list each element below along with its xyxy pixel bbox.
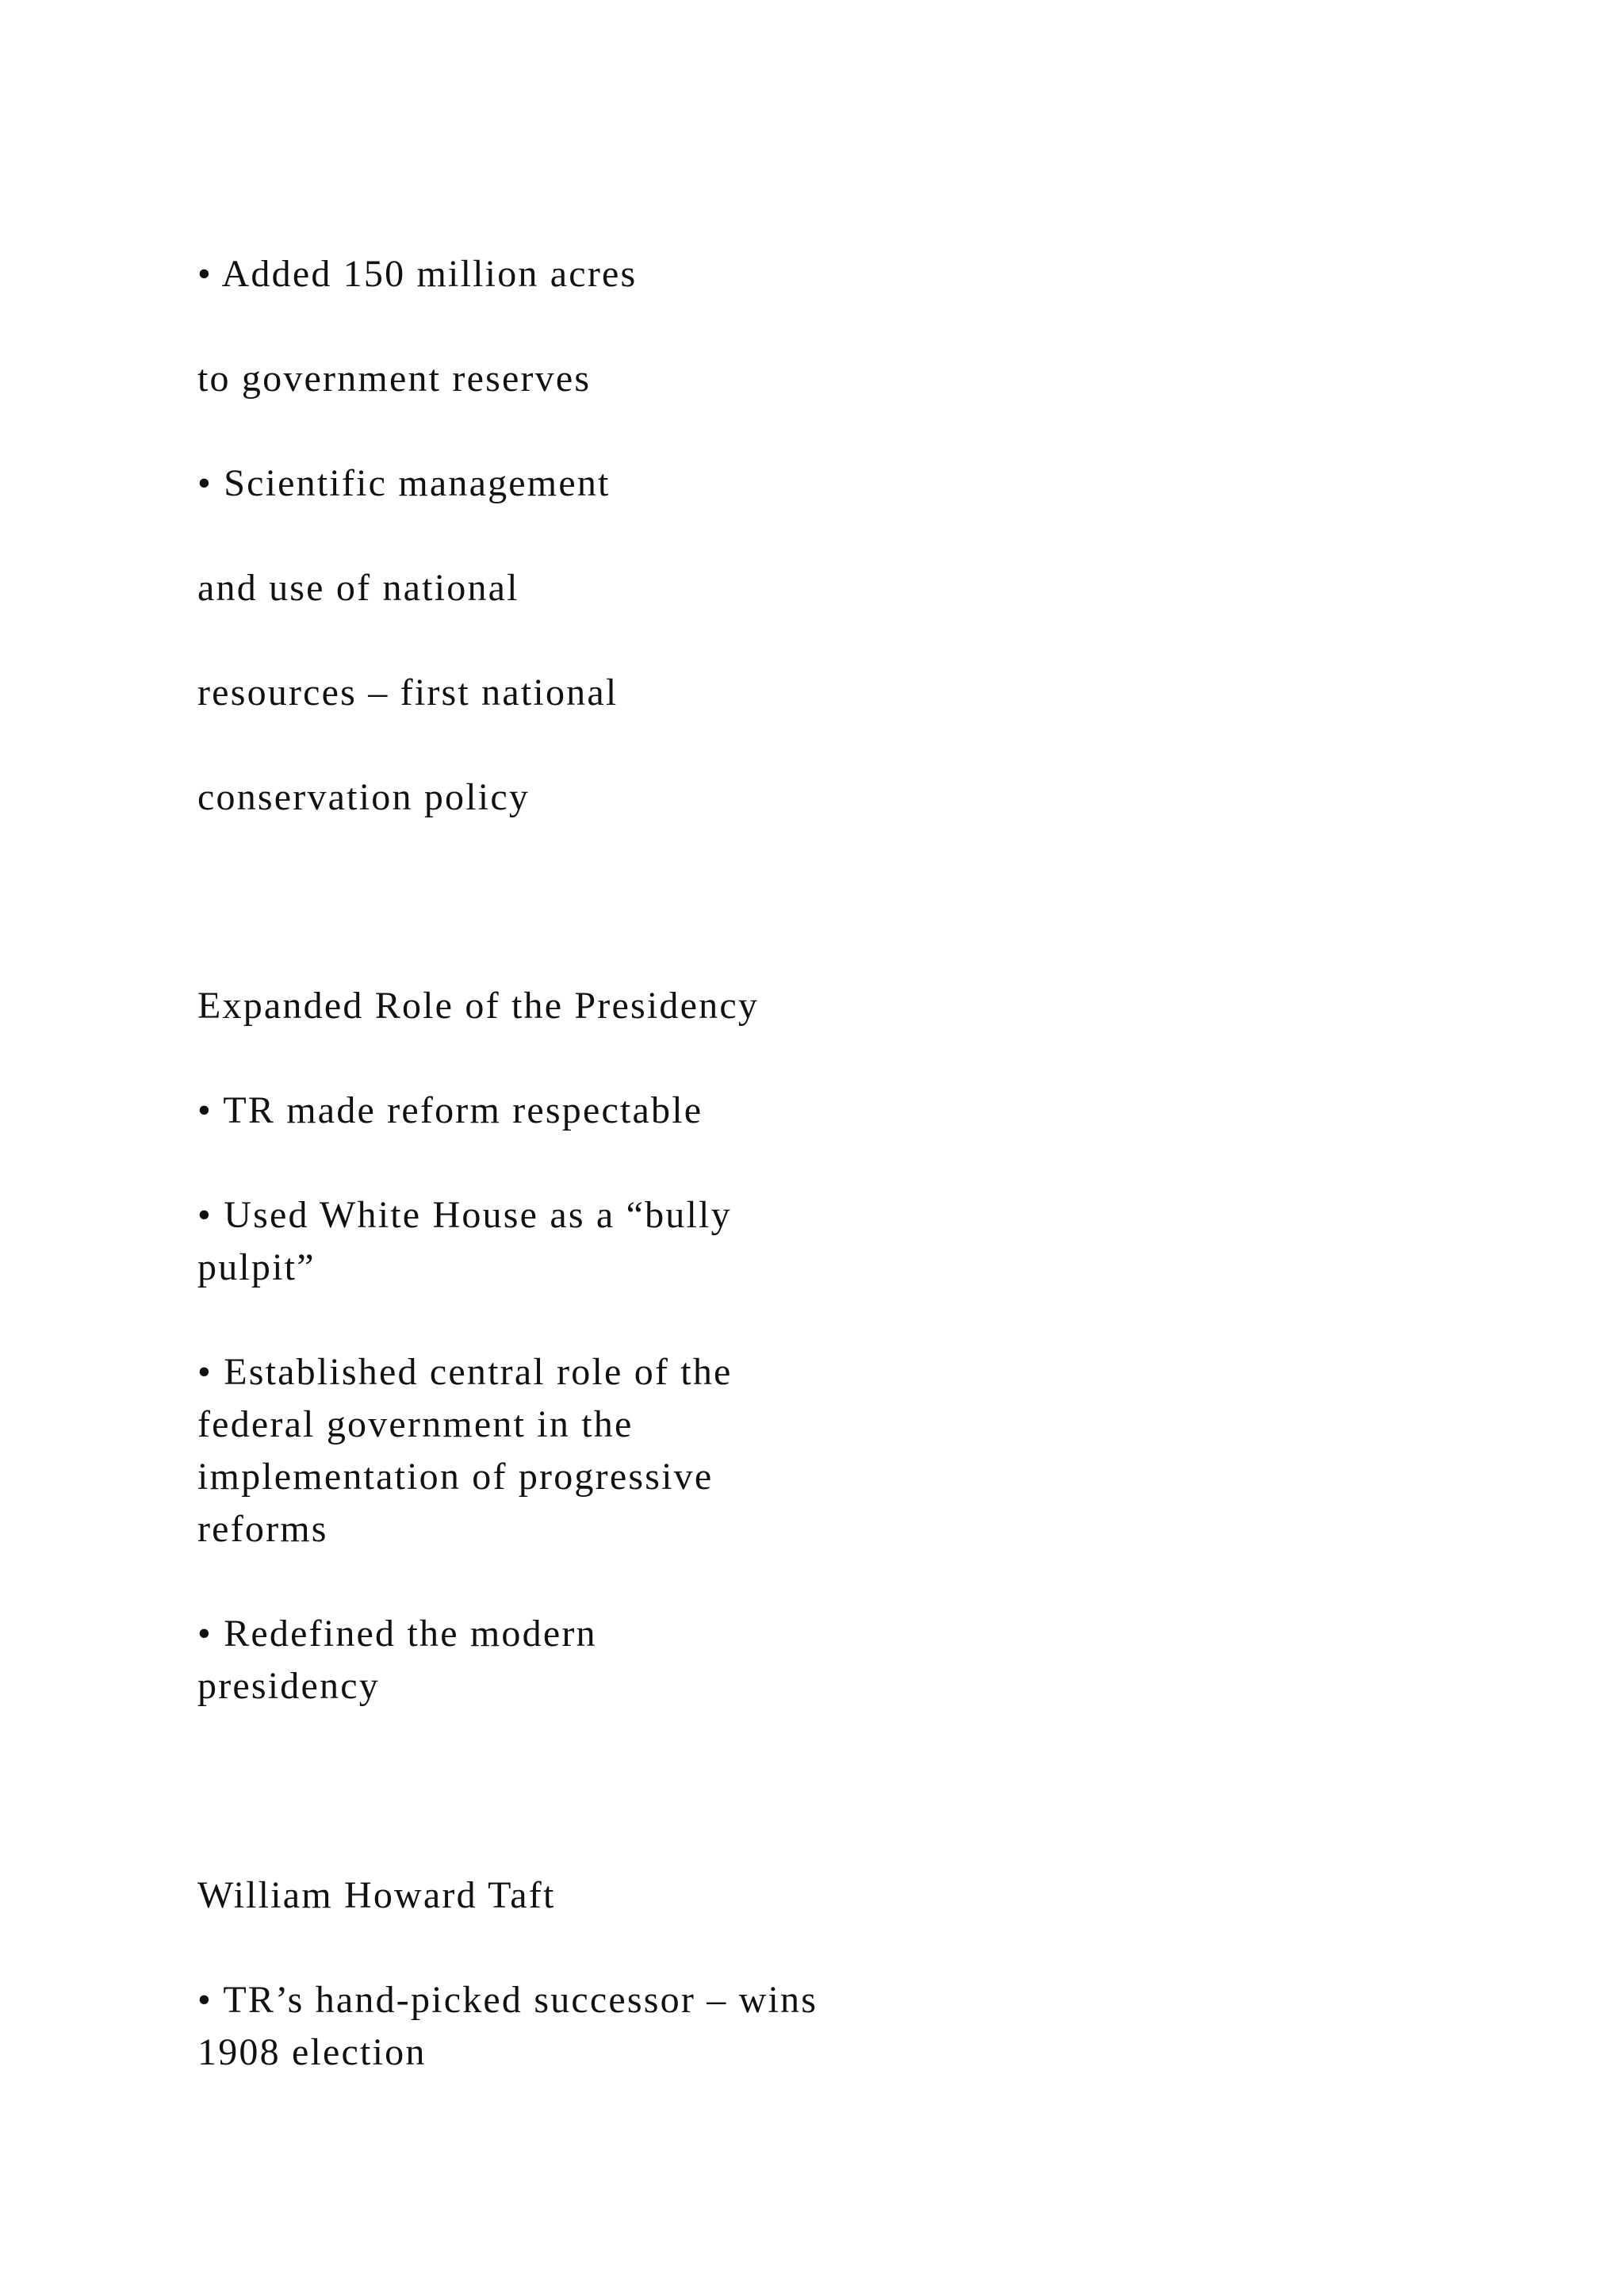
bullet-scientific-management-line2: and use of national <box>197 567 519 609</box>
bullet-scientific-management-line3: resources – first national <box>197 672 619 714</box>
bullet-bully-pulpit-line2: pulpit” <box>197 1246 316 1288</box>
bullet-central-role-line1: • Established central role of the <box>197 1351 733 1393</box>
section-heading-taft: William Howard Taft <box>197 1874 556 1916</box>
bullet-taft-successor-line1: • TR’s hand-picked successor – wins <box>197 1979 818 2021</box>
bullet-scientific-management-line4: conservation policy <box>197 776 530 818</box>
bullet-scientific-management-line1: • Scientific management <box>197 462 611 504</box>
bullet-added-acres-line2: to government reserves <box>197 358 592 400</box>
bullet-taft-successor-line2: 1908 election <box>197 2031 427 2073</box>
bullet-central-role-line4: reforms <box>197 1508 328 1550</box>
bullet-central-role-line2: federal government in the <box>197 1403 634 1445</box>
bullet-redefined-presidency-line2: presidency <box>197 1665 380 1707</box>
bullet-central-role-line3: implementation of progressive <box>197 1456 714 1498</box>
bullet-redefined-presidency-line1: • Redefined the modern <box>197 1613 597 1655</box>
bullet-bully-pulpit-line1: • Used White House as a “bully <box>197 1194 732 1236</box>
section-heading-expanded-role: Expanded Role of the Presidency <box>197 985 760 1027</box>
bullet-reform-respectable: • TR made reform respectable <box>197 1089 703 1131</box>
bullet-added-acres-line1: • Added 150 million acres <box>197 253 638 295</box>
